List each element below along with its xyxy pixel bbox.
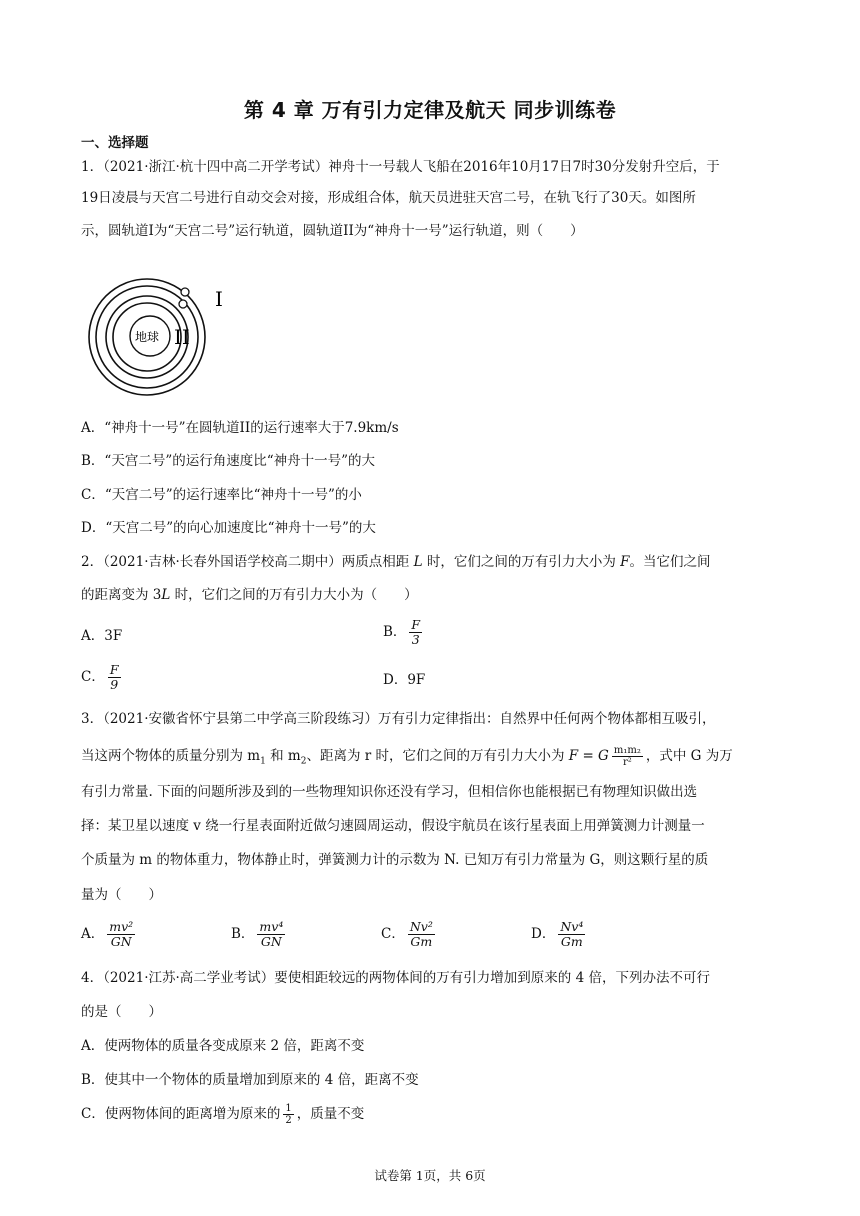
q3-line-2: 当这两个物体的质量分别为 $m_1$ 和 $m_2$、距离为 r 时，它们之间的万有引力大小为 F = G $\frac{\text{m₁m₂}}{\text{r²}}$ ，式中 G 为万 — [81, 745, 733, 768]
tiangong-satellite-icon — [181, 288, 189, 296]
q1-option-c: C．“天宫二号”的运行速率比“神舟十一号”的小 — [81, 487, 362, 503]
orbit-II-label: II — [174, 325, 190, 349]
shenzhou-satellite-icon — [179, 300, 187, 308]
orbit-I-label: I — [215, 287, 223, 311]
q2-option-d: D．9F — [383, 672, 426, 688]
q1-line-1: 1．（2021·浙江·杭十四中高二开学考试）神舟十一号载人飞船在2016年10月17日7时30分发射升空后，于 — [81, 159, 720, 175]
q3-line-5: 个质量为 m 的物体重力，物体静止时，弹簧测力计的示数为 N. 已知万有引力常量为 G，则这颗行星的质 — [81, 852, 709, 868]
q3-line-4: 择：某卫星以速度 v 绕一行星表面附近做匀速圆周运动，假设宇航员在该行星表面上用弹簧测力计测量一 — [81, 818, 705, 834]
q2-line-1: 2．（2021·吉林·长春外国语学校高二期中）两质点相距 L 时，它们之间的万有引力大小为 F。当它们之间 — [81, 554, 711, 570]
q3-line-6: 量为（ ） — [81, 887, 162, 903]
q2-option-b: B． $\frac{F}{3}$ — [383, 617, 421, 647]
q4-option-b: B．使其中一个物体的质量增加到原来的 4 倍，距离不变 — [81, 1072, 419, 1088]
q3-option-b: B． $\frac{\text{mv⁴}}{GN}$ — [231, 919, 284, 949]
q1-option-b: B．“天宫二号”的运行角速度比“神舟十一号”的大 — [81, 453, 376, 469]
q4-option-c: C．使两物体间的距离增为原来的 $\frac{1}{2}$ ，质量不变 — [81, 1103, 365, 1126]
page-title: 第 4 章 万有引力定律及航天 同步训练卷 — [243, 98, 617, 122]
q3-line-1: 3．（2021·安徽省怀宁县第二中学高三阶段练习）万有引力定律指出：自然界中任何两个物体都相互吸引， — [81, 711, 716, 727]
q2-option-a: A．3F — [81, 628, 123, 644]
q3-option-a: A． $\frac{\text{mv²}}{GN}$ — [81, 919, 134, 949]
q4-option-a: A．使两物体的质量各变成原来 2 倍，距离不变 — [81, 1038, 365, 1054]
q4-line-1: 4．（2021·江苏·高二学业考试）要使相距较远的两物体间的万有引力增加到原来的 4 倍，下列办法不可行 — [81, 970, 710, 986]
q1-line-2: 19日凌晨与天宫二号进行自动交会对接，形成组合体，航天员进驻天宫二号，在轨飞行了30天。如图所 — [81, 190, 696, 206]
section-heading: 一、选择题 — [81, 135, 149, 151]
q3-line-3: 有引力常量. 下面的问题所涉及到的一些物理知识你还没有学习，但相信你也能根据已有物理知识做出选 — [81, 784, 698, 800]
q1-option-a: A．“神舟十一号”在圆轨道II的运行速率大于7.9km/s — [81, 420, 399, 436]
q2-option-c: C． $\frac{F}{9}$ — [81, 662, 119, 692]
q2-line-2: 的距离变为 3L 时，它们之间的万有引力大小为（ ） — [81, 587, 418, 603]
page-footer: 试卷第 1页，共 6页 — [374, 1168, 486, 1183]
earth-label: 地球 — [135, 330, 160, 344]
q3-option-d: D． $\frac{\text{Nv⁴}}{Gm}$ — [531, 919, 584, 949]
q4-line-2: 的是（ ） — [81, 1004, 162, 1020]
q1-line-3: 示，圆轨道I为“天宫二号”运行轨道，圆轨道II为“神舟十一号”运行轨道，则（ ） — [81, 223, 584, 239]
orbit-diagram — [81, 276, 231, 396]
q3-option-c: C． $\frac{\text{Nv²}}{Gm}$ — [381, 919, 433, 949]
q1-option-d: D．“天宫二号”的向心加速度比“神舟十一号”的大 — [81, 520, 376, 536]
